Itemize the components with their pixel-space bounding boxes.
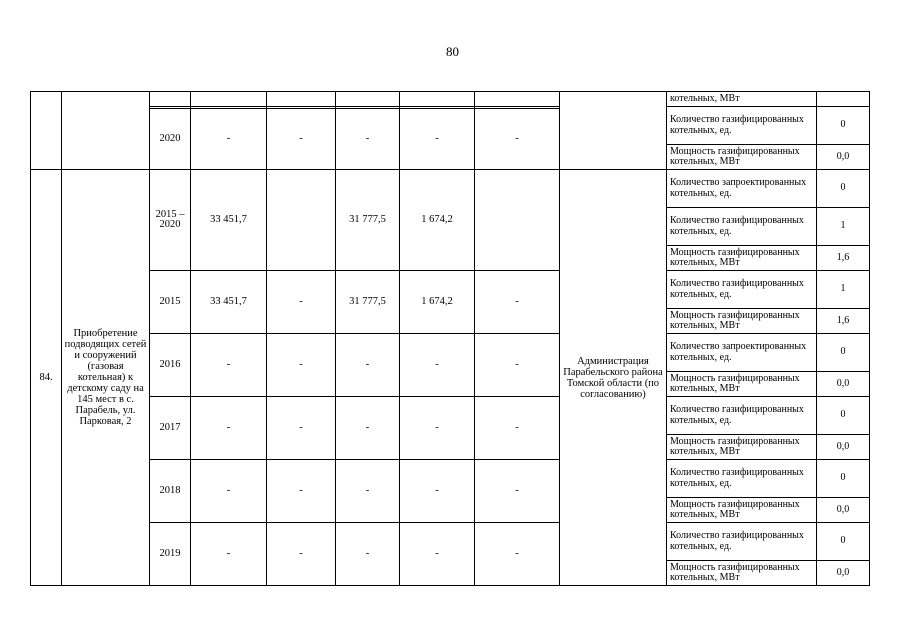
indicator-label: Мощность газифицированных котельных, МВт: [667, 246, 817, 271]
indicator-value: 0: [817, 460, 870, 498]
indicator-label: Количество запроектированных котельных, ед.: [667, 170, 817, 208]
indicator-label: Количество газифицированных котельных, ед.: [667, 523, 817, 561]
indicator-label: Мощность газифицированных котельных, МВт: [667, 372, 817, 397]
indicator-value: 0,0: [817, 435, 870, 460]
item-title: Приобретение подводящих сетей и сооружений (газовая котельная) к детскому саду на 145 мест в с. Парабель, ул. Парковая, 2: [62, 170, 150, 586]
prev-executor-cell: [560, 92, 667, 170]
value-cell: -: [336, 460, 400, 523]
indicator-value: 0,0: [817, 145, 870, 170]
prev-value-cell: [400, 92, 475, 107]
value-cell: 33 451,7: [191, 170, 267, 271]
indicator-label: Мощность газифицированных котельных, МВт: [667, 309, 817, 334]
value-cell: -: [267, 334, 336, 397]
indicator-label: Количество запроектированных котельных, ед.: [667, 334, 817, 372]
indicator-label: Количество газифицированных котельных, ед.: [667, 397, 817, 435]
executor-cell: Администрация Парабельского района Томской области (по согласованию): [560, 170, 667, 586]
value-cell: [475, 170, 560, 271]
value-cell: -: [400, 334, 475, 397]
year-cell: 2020: [150, 109, 191, 170]
value-cell: -: [475, 109, 560, 170]
year-cell: 2018: [150, 460, 191, 523]
indicator-value: 0: [817, 523, 870, 561]
indicator-label: Мощность газифицированных котельных, МВт: [667, 145, 817, 170]
value-cell: -: [267, 460, 336, 523]
value-cell: -: [191, 460, 267, 523]
value-cell: -: [400, 397, 475, 460]
prev-value-cell: [336, 92, 400, 107]
prev-value-cell: [267, 92, 336, 107]
value-cell: -: [475, 523, 560, 586]
value-cell: -: [400, 109, 475, 170]
indicator-label: Количество газифицированных котельных, ед.: [667, 208, 817, 246]
indicator-value: 0: [817, 107, 870, 145]
prev-title-cell: [62, 92, 150, 170]
value-cell: -: [475, 397, 560, 460]
value-cell: -: [191, 334, 267, 397]
indicator-value: 1,6: [817, 246, 870, 271]
value-cell: -: [336, 397, 400, 460]
value-cell: -: [400, 523, 475, 586]
indicator-value: 0: [817, 170, 870, 208]
value-cell: -: [267, 397, 336, 460]
value-cell: -: [191, 397, 267, 460]
indicator-label: котельных, МВт: [667, 92, 817, 107]
year-cell: 2016: [150, 334, 191, 397]
value-cell: 1 674,2: [400, 271, 475, 334]
prev-year-cell: [150, 92, 191, 107]
value-cell: 31 777,5: [336, 271, 400, 334]
value-cell: -: [191, 109, 267, 170]
indicator-value: 1: [817, 208, 870, 246]
indicator-label: Количество газифицированных котельных, ед.: [667, 107, 817, 145]
indicator-value: 0: [817, 397, 870, 435]
page-number: 80: [446, 44, 459, 59]
prev-number-cell: [31, 92, 62, 170]
value-cell: 31 777,5: [336, 170, 400, 271]
value-cell: 33 451,7: [191, 271, 267, 334]
indicator-value: 1,6: [817, 309, 870, 334]
year-cell: 2017: [150, 397, 191, 460]
value-cell: -: [475, 334, 560, 397]
indicator-label: Мощность газифицированных котельных, МВт: [667, 498, 817, 523]
prev-value-cell: [475, 92, 560, 107]
value-cell: -: [267, 523, 336, 586]
program-table: [30, 91, 870, 586]
indicator-value: 1: [817, 271, 870, 309]
prev-value-cell: [191, 92, 267, 107]
value-cell: -: [267, 271, 336, 334]
value-cell: -: [400, 460, 475, 523]
indicator-value: 0: [817, 334, 870, 372]
value-cell: -: [336, 523, 400, 586]
indicator-value: 0,0: [817, 372, 870, 397]
value-cell: -: [475, 460, 560, 523]
value-cell: -: [475, 271, 560, 334]
indicator-label: Количество газифицированных котельных, ед.: [667, 271, 817, 309]
value-cell: -: [336, 334, 400, 397]
value-cell: -: [191, 523, 267, 586]
indicator-label: Количество газифицированных котельных, ед.: [667, 460, 817, 498]
value-cell: 1 674,2: [400, 170, 475, 271]
indicator-label: Мощность газифицированных котельных, МВт: [667, 561, 817, 586]
indicator-label: Мощность газифицированных котельных, МВт: [667, 435, 817, 460]
indicator-value: [817, 92, 870, 107]
year-cell: 2019: [150, 523, 191, 586]
year-cell: 2015: [150, 271, 191, 334]
year-cell: 2015 – 2020: [150, 170, 191, 271]
item-number: 84.: [31, 170, 62, 586]
value-cell: -: [267, 109, 336, 170]
value-cell: [267, 170, 336, 271]
indicator-value: 0,0: [817, 498, 870, 523]
value-cell: -: [336, 109, 400, 170]
indicator-value: 0,0: [817, 561, 870, 586]
